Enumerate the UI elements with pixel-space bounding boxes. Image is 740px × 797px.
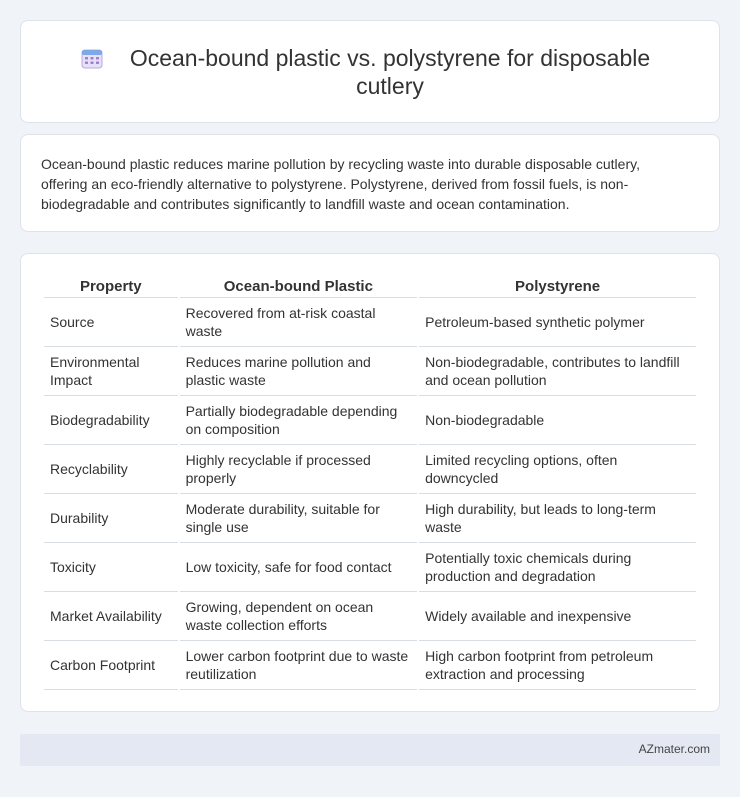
polystyrene-cell: Non-biodegradable, contributes to landfill and ocean pollution: [419, 347, 696, 396]
comparison-table-card: [20, 253, 720, 712]
property-cell: Toxicity: [44, 543, 178, 592]
table-row: [44, 347, 696, 396]
table-row: [44, 396, 696, 445]
property-cell: Carbon Footprint: [44, 641, 178, 690]
table-row: [44, 445, 696, 494]
summary-card: [20, 134, 720, 232]
ocean-bound-plastic-cell: Reduces marine pollution and plastic waste: [180, 347, 418, 396]
comparison-table: [42, 272, 698, 690]
polystyrene-cell: Non-biodegradable: [419, 396, 696, 445]
footer-brand: AZmater.com: [638, 742, 710, 756]
ocean-bound-plastic-cell: Lower carbon footprint due to waste reutilization: [180, 641, 418, 690]
table-row: [44, 543, 696, 592]
polystyrene-cell: Widely available and inexpensive: [419, 592, 696, 641]
page-title: Ocean-bound plastic vs. polystyrene for disposable cutlery: [129, 44, 651, 99]
ocean-bound-plastic-cell: Recovered from at-risk coastal waste: [180, 298, 418, 347]
polystyrene-cell: Limited recycling options, often downcycled: [419, 445, 696, 494]
property-cell: Environmental Impact: [44, 347, 178, 396]
ocean-bound-plastic-cell: Low toxicity, safe for food contact: [180, 543, 418, 592]
property-cell: Durability: [44, 494, 178, 543]
table-row: [44, 592, 696, 641]
column-header-ocean-bound-plastic: Ocean-bound Plastic: [180, 272, 418, 298]
ocean-bound-plastic-cell: Moderate durability, suitable for single use: [180, 494, 418, 543]
property-cell: Market Availability: [44, 592, 178, 641]
property-cell: Recyclability: [44, 445, 178, 494]
property-cell: Source: [44, 298, 178, 347]
table-row: [44, 298, 696, 347]
table-row: [44, 494, 696, 543]
polystyrene-cell: High durability, but leads to long-term waste: [419, 494, 696, 543]
ocean-bound-plastic-cell: Partially biodegradable depending on composition: [180, 396, 418, 445]
table-header-row: [44, 272, 696, 298]
ocean-bound-plastic-cell: Highly recyclable if processed properly: [180, 445, 418, 494]
summary-text: Ocean-bound plastic reduces marine pollution by recycling waste into durable disposable cutlery, offering an eco-friendly alternative to polystyrene. Polystyrene, derived from fossil fuels, is non-biodegradable and contributes significantly to landfill waste and ocean contamination.: [41, 156, 640, 212]
polystyrene-cell: High carbon footprint from petroleum extraction and processing: [419, 641, 696, 690]
property-cell: Biodegradability: [44, 396, 178, 445]
ocean-bound-plastic-cell: Growing, dependent on ocean waste collection efforts: [180, 592, 418, 641]
footer-bar: [20, 734, 720, 766]
title-card: [20, 20, 720, 123]
polystyrene-cell: Petroleum-based synthetic polymer: [419, 298, 696, 347]
polystyrene-cell: Potentially toxic chemicals during production and degradation: [419, 543, 696, 592]
column-header-property: Property: [44, 272, 178, 298]
column-header-polystyrene: Polystyrene: [419, 272, 696, 298]
table-row: [44, 641, 696, 690]
